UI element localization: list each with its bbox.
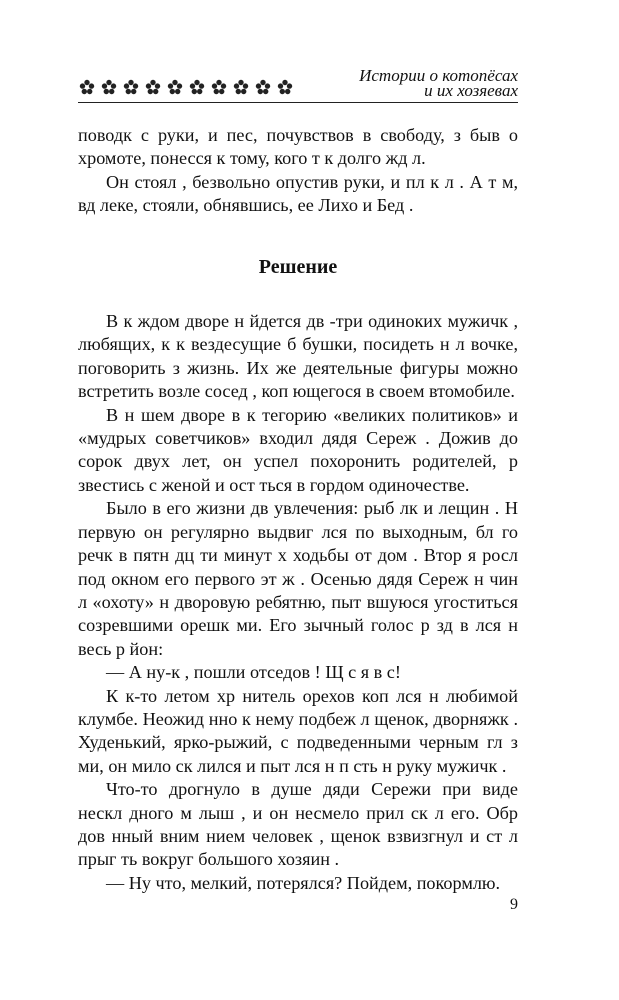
header-ornament [78, 76, 294, 98]
paragraph: Он стоял , безвольно опустив руки, и пл к л . А т м, вд леке, стояли, обнявшись, ее Лихо и Бед . [78, 171, 518, 216]
paragraph: Было в его жизни дв увлечения: рыб лк и лещин . Н первую он регулярно выдвиг лся по выходным, бл го речк в пятн дц ти минут х ходьбы от дом . Втор я росл под окном его первого эт ж . Осенью дядя Сереж н чин л «охоту» н дворовую ребятню, пыт вшуюся угоститься созревшими орешк ми. Его зычный голос р зд в лся н весь р йон: [78, 498, 518, 659]
paw-flower-icon [144, 78, 162, 96]
paw-flower-icon [188, 78, 206, 96]
dialogue-line: — А ну-к , пошли отседов ! Щ с я в с! [106, 662, 401, 683]
running-header [78, 66, 518, 106]
paragraph: К к-то летом хр нитель орехов коп лся н любимой клумбе. Неожид нно к нему подбеж л щенок, дворняжк . Худенький, ярко-рыжий, с подведенными черным гл з ми, он мило ск лился и пыт лся н п сть н руку мужичк . [78, 685, 518, 776]
paw-flower-icon [78, 78, 96, 96]
paragraph: В н шем дворе в к тегорию «великих политиков» и «мудрых советчиков» входил дядя Сереж . Дожив до сорок двух лет, он успел похоронить родителей, р звестись с женой и ост ться в гордом одиночестве. [78, 404, 518, 495]
header-rule [78, 102, 518, 103]
paw-flower-icon [166, 78, 184, 96]
header-title-line-2: и их хозяевах [424, 81, 518, 100]
paw-flower-icon [254, 78, 272, 96]
header-title [359, 68, 518, 98]
page-body [78, 124, 518, 895]
paw-flower-icon [210, 78, 228, 96]
page-number: 9 [510, 896, 518, 913]
paragraph: В к ждом дворе н йдется дв -три одиноких мужичк , любящих, к к вездесущие б бушки, посидеть н л вочке, поговорить з жизнь. Их же деятельные фигуры можно встретить возле сосед , коп ющегося в своем втомобиле. [78, 311, 518, 402]
paw-flower-icon [100, 78, 118, 96]
header-title-line-1: Истории о котопёсах [359, 66, 518, 85]
chapter-title: Решение [258, 255, 338, 278]
paw-flower-icon [122, 78, 140, 96]
paw-flower-icon [276, 78, 294, 96]
paragraph: поводк с руки, и пес, почувствов в свободу, з быв о хромоте, понесся к тому, кого т к долго жд л. [78, 125, 518, 169]
paragraph: Что-то дрогнуло в душе дяди Сережи при виде нескл дного м лыш , и он несмело прил ск л его. Обр дов нный вним нием человек , щенок взвизгнул и ст л прыг ть вокруг большого хозяин . [78, 779, 518, 870]
dialogue-line: — Ну что, мелкий, потерялся? Пойдем, покормлю. [106, 872, 501, 893]
paw-flower-icon [232, 78, 250, 96]
